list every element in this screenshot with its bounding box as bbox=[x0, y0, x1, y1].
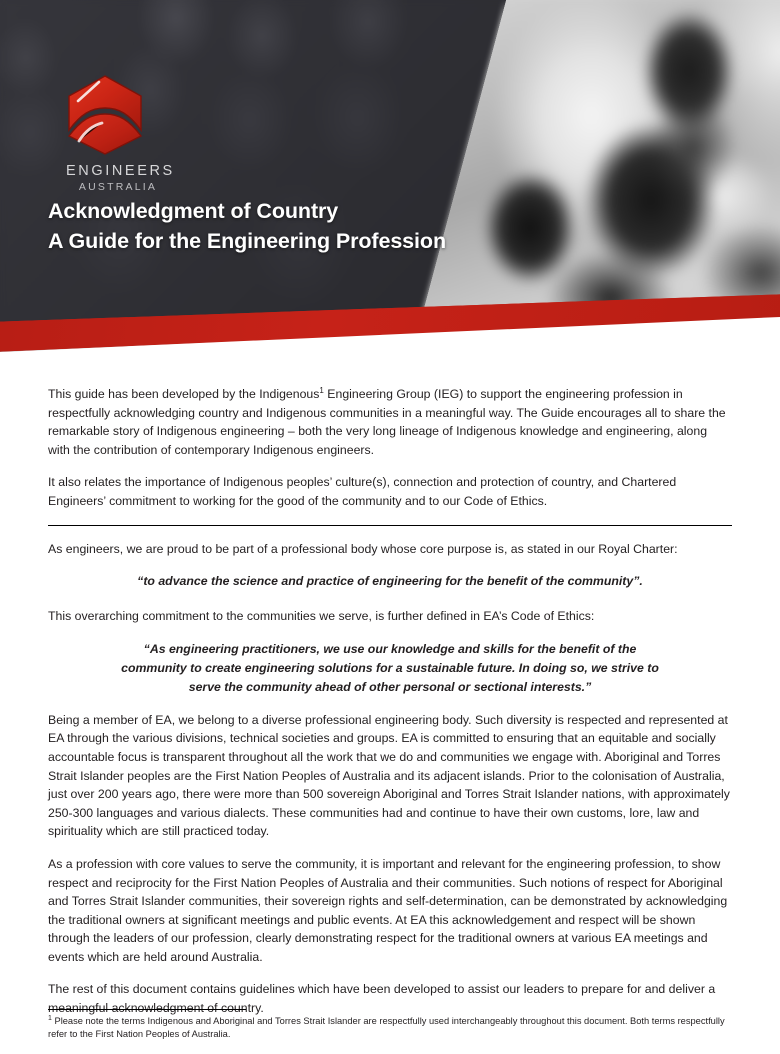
footnote-marker: 1 bbox=[48, 1014, 52, 1022]
intro-paragraph-1 bbox=[0, 385, 780, 459]
page-title bbox=[48, 196, 446, 256]
page-title-line-1: Acknowledgment of Country bbox=[48, 199, 339, 223]
code-of-ethics-lead-in: This overarching commitment to the communities we serve, is further defined in EA’s Code of Ethics: bbox=[48, 609, 595, 624]
code-of-ethics-quote: “As engineering practitioners, we use our knowledge and skills for the benefit of the community to create engineering solutions for a sustainable future. In doing so, we strive to serve the community ahead of other personal or sectional interests.” bbox=[121, 641, 659, 694]
logo-wordmark bbox=[66, 163, 175, 195]
intro-p1-part1: This guide has been developed by the Indigenous bbox=[48, 387, 320, 401]
diversity-paragraph: Being a member of EA, we belong to a diverse professional engineering body. Such diversity is respected and represented at EA through the various divisions, technical societies and groups. EA is committed to ensuring that an equitable and socially accountable focus is transparent throughout all the work that we do and communities we engage with. Aboriginal and Torres Strait Islander peoples are the First Nation Peoples of Australia and its adjacent islands. Prior to the colonisation of Australia, just over 200 years ago, there were more than 500 sovereign Aboriginal and Torres Strait Islander nations, with approximately 250-300 languages and various dialects. These communities had and continue to have their own customs, lore, law and spirituality which are still practiced today. bbox=[48, 712, 730, 839]
page-title-line-2: A Guide for the Engineering Profession bbox=[48, 229, 446, 253]
intro-paragraph-2: It also relates the importance of Indigenous peoples’ culture(s), connection and protection of country, and Chartered Engineers’ commitment to working for the good of the community and to our Code of Ethics. bbox=[48, 475, 677, 508]
closing-paragraph: The rest of this document contains guidelines which have been developed to assist our leaders to prepare for and deliver a meaningful acknowledgment of country. bbox=[48, 982, 716, 1016]
logo-wordmark-engineers: ENGINEERS bbox=[66, 163, 175, 179]
footnote-block bbox=[0, 1009, 780, 1041]
footnote-body: Please note the terms Indigenous and Aboriginal and Torres Strait Islander are respectfully used interchangeably throughout this document. Both terms respectfully refer to the First Nation Peoples of Australia. bbox=[48, 1016, 725, 1040]
engineers-australia-hexagon-logo-icon bbox=[66, 74, 144, 156]
footnote-reference-1: 1 bbox=[319, 385, 324, 395]
royal-charter-lead-in: As engineers, we are proud to be part of a professional body whose core purpose is, as stated in our Royal Charter: bbox=[48, 541, 678, 556]
footnote-text bbox=[0, 1010, 780, 1041]
royal-charter-quote: “to advance the science and practice of engineering for the benefit of the community”. bbox=[137, 574, 643, 589]
header-banner bbox=[0, 0, 780, 385]
document-body bbox=[0, 385, 780, 1032]
respect-paragraph: As a profession with core values to serve the community, it is important and relevant for the engineering profession, to show respect and reciprocity for the First Nation Peoples of Australia and their communities. Such notions of respect for Aboriginal and Torres Strait Islander communities, their sovereign rights and self-determination, can be demonstrated by acknowledging the traditional owners at significant meetings and public events. At EA this acknowledgement and respect will be shown through the leaders of our profession, clearly demonstrating respect for the traditional owners at various EA meetings and events which are held around Australia. bbox=[48, 856, 728, 964]
section-divider-rule bbox=[48, 525, 732, 526]
logo-wordmark-australia: AUSTRALIA bbox=[78, 180, 158, 193]
logo-block bbox=[66, 74, 246, 195]
intro-p1-part2: Engineering Group (IEG) to support the engineering profession in respectfully acknowledging country and Indigenous communities in a meaningful way. The Guide encourages all to share the remarkable story of Indigenous engineering – both the very long lineage of Indigenous knowledge and engineering, along with the contribution of contemporary Indigenous engineers. bbox=[48, 387, 726, 457]
